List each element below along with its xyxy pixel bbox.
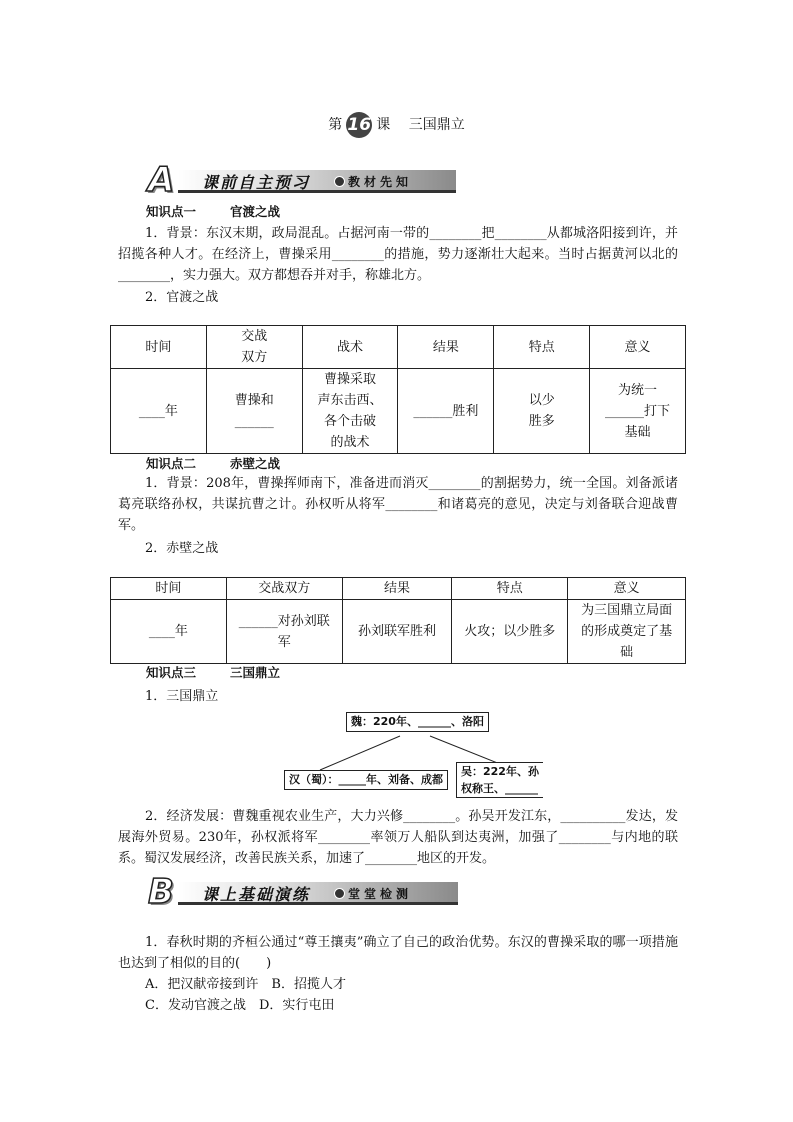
question-1-options-row-1: A．把汉献帝接到许 B．招揽人才 — [145, 977, 346, 992]
header-significance: 意义 — [568, 578, 686, 600]
kp1-background-paragraph: 1．背景：东汉末期，政局混乱。占据河南一带的________把________从都城洛阳接到许，并招揽各种人才。在经济上，曹操采用________的措施，势力逐渐壮大起来。当时占据黄河以北的________，实力强大。双方都想吞并对手，称雄北方。 — [118, 226, 678, 283]
header-time: 时间 — [111, 578, 227, 600]
kp3-economy-paragraph: 2．经济发展：曹魏重视农业生产，大力兴修________。孙吴开发江东，__________发达，发展海外贸易。230年，孙权派将军________率领万人船队到达夷洲，加强了________与内地的联系。蜀汉发展经济，改善民族关系，加速了________地区的开发。 — [118, 809, 678, 866]
wei-kingdom-box: 魏：220年、______、洛阳 — [346, 712, 489, 732]
banner-b-title: 课上基础演练 — [202, 885, 311, 904]
header-time: 时间 — [111, 326, 207, 369]
wu-line-2: 权称王、______ — [461, 782, 538, 795]
cell-feature: 以少 胜多 — [494, 369, 590, 454]
section-banner-a — [148, 160, 456, 200]
bullet-dot-icon — [334, 888, 345, 899]
banner-a-title: 课前自主预习 — [202, 173, 311, 192]
bullet-dot-icon — [334, 176, 345, 187]
header-result: 结果 — [342, 578, 452, 600]
cell-time: ____年 — [111, 600, 227, 664]
question-1-stem: 1．春秋时期的齐桓公通过“尊王攘夷”确立了自己的政治优势。东汉的曹操采取的哪一项措施也达到了相似的目的( ) — [118, 935, 678, 971]
banner-b-subtitle: 堂堂检测 — [348, 887, 413, 901]
lesson-name: 三国鼎立 — [408, 117, 465, 133]
cell-belligerents: 曹操和 ______ — [206, 369, 302, 454]
cell-result: 孙刘联军胜利 — [342, 600, 452, 664]
title-suffix: 课 — [376, 117, 391, 133]
knowledge-point-1-heading — [146, 202, 280, 220]
knowledge-point-3-heading — [146, 663, 280, 681]
banner-a-subtitle: 教材先知 — [348, 175, 413, 189]
header-belligerents: 交战双方 — [226, 578, 342, 600]
lesson-title — [0, 112, 793, 138]
connector-wei-wu — [430, 736, 500, 764]
connector-wei-shu — [320, 736, 400, 770]
kp2-subheading: 2．赤壁之战 — [145, 541, 219, 556]
banner-letter-a: A — [148, 160, 175, 200]
knowledge-point-2-heading — [146, 454, 280, 472]
chibi-battle-table — [110, 577, 686, 664]
section-banner-b — [148, 872, 458, 912]
cell-belligerents: ______对孙刘联 军 — [226, 600, 342, 664]
cell-time: ____年 — [111, 369, 207, 454]
header-result: 结果 — [398, 326, 494, 369]
cell-significance: 为三国鼎立局面 的形成奠定了基 础 — [568, 600, 686, 664]
lesson-number-badge: 16 — [346, 112, 372, 138]
kp-topic: 赤壁之战 — [230, 456, 281, 471]
kp-topic: 三国鼎立 — [230, 665, 281, 680]
title-prefix: 第 — [328, 117, 343, 133]
kp1-subheading: 2．官渡之战 — [145, 290, 219, 305]
wu-line-1: 吴：222年、孙 — [461, 765, 539, 778]
cell-result: ______胜利 — [398, 369, 494, 454]
header-belligerents: 交战 双方 — [206, 326, 302, 369]
kp3-subheading: 1．三国鼎立 — [145, 689, 219, 704]
header-significance: 意义 — [590, 326, 686, 369]
wu-kingdom-box — [456, 762, 543, 798]
cell-feature: 火攻；以少胜多 — [452, 600, 568, 664]
shu-kingdom-box: 汉（蜀）：_____年、刘备、成都 — [284, 770, 448, 790]
kp-label: 知识点二 — [146, 456, 197, 471]
header-tactics: 战术 — [302, 326, 398, 369]
kp-label: 知识点三 — [146, 665, 197, 680]
kp-topic: 官渡之战 — [230, 204, 281, 219]
header-feature: 特点 — [452, 578, 568, 600]
header-feature: 特点 — [494, 326, 590, 369]
banner-letter-b: B — [148, 872, 174, 912]
cell-tactics: 曹操采取 声东击西、 各个击破 的战术 — [302, 369, 398, 454]
cell-significance: 为统一 ______打下 基础 — [590, 369, 686, 454]
guandu-battle-table — [110, 325, 686, 454]
question-1-options-row-2: C．发动官渡之战 D．实行屯田 — [145, 998, 335, 1013]
kp2-background-paragraph: 1．背景：208年，曹操挥师南下，准备进而消灭________的割据势力，统一全国。刘备派诸葛亮联络孙权，共谋抗曹之计。孙权听从将军________和诸葛亮的意见，决定与刘备联合迎战曹军。 — [118, 476, 678, 533]
kp-label: 知识点一 — [146, 204, 197, 219]
